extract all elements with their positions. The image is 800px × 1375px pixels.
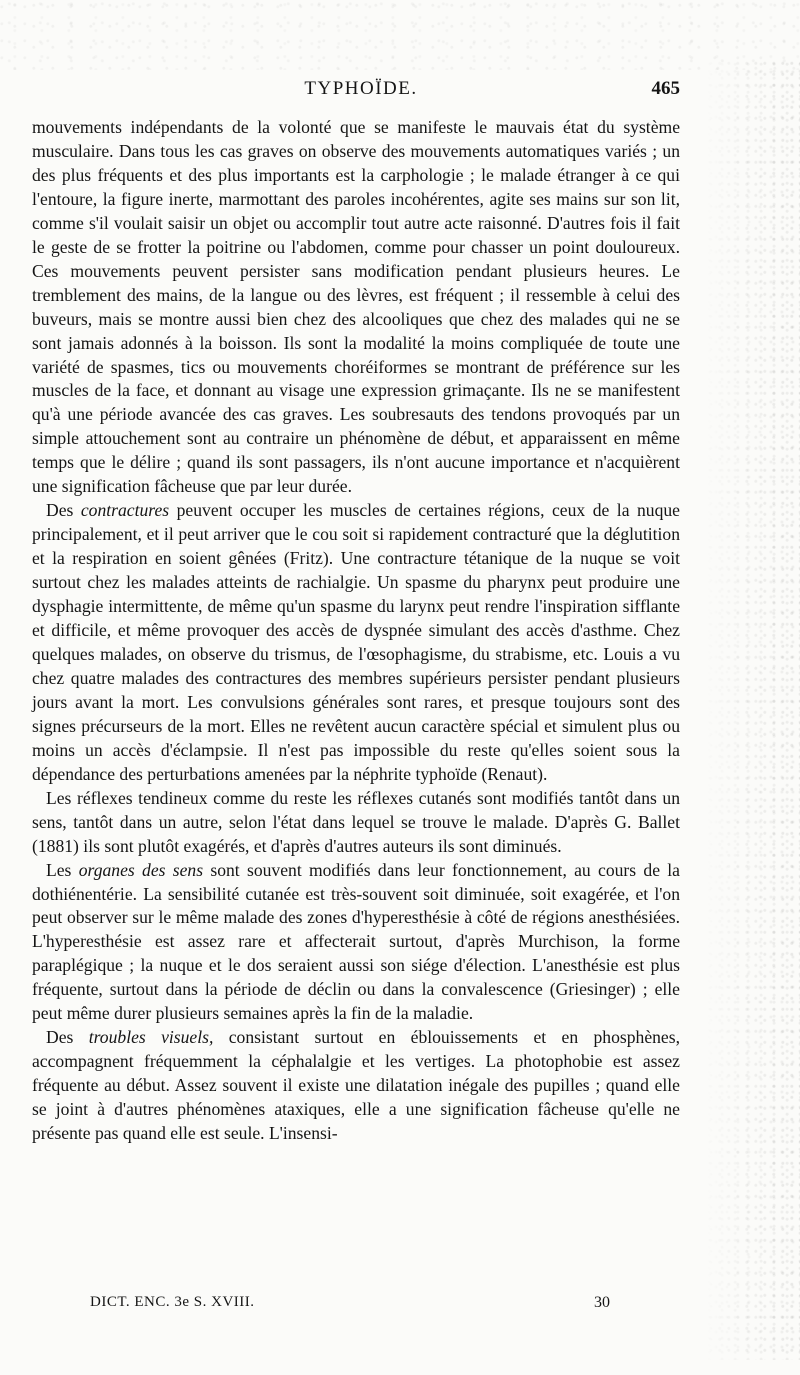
text-run: sont souvent modifiés dans leur fonctionnement, au cours de la dothiénentérie. La sensibilité cutanée est très-souvent soit diminuée, soit exagérée, et l'on peut observer sur le même malade des zones d'hyperesthésie à côté de régions anesthésiées. L'hyperesthésie est assez rare et affecterait surtout, d'après Murchison, la forme paraplégique ; la nuque et le dos seraient aussi son siége d'élection. L'anesthésie est plus fréquente, surtout dans la période de déclin ou dans la convalescence (Griesinger) ; elle peut même durer plusieurs semaines après la fin de la maladie. (32, 859, 680, 1024)
text-run: Les (46, 859, 79, 880)
paragraph (32, 1026, 680, 1146)
running-title: TYPHOÏDE. (304, 78, 418, 99)
text-run: Des (46, 500, 81, 521)
italic-term: troubles visuels, (88, 1027, 214, 1048)
italic-term: contractures (80, 500, 170, 521)
paragraph (32, 116, 680, 499)
page-header (32, 78, 680, 106)
scan-edge-top (0, 0, 800, 70)
paragraph (32, 859, 680, 1027)
italic-term: organes des sens (78, 859, 204, 880)
text-run: Les réflexes tendineux comme du reste les réflexes cutanés sont modifiés tantôt dans un sens, tantôt dans un autre, selon l'état dans lequel se trouve le malade. D'après G. Ballet (1881) ils sont plutôt exagérés, et d'après d'autres auteurs ils sont diminués. (32, 787, 680, 856)
paragraph (32, 787, 680, 859)
paragraph (32, 499, 680, 786)
text-run: Des (46, 1027, 89, 1048)
footer-signature: DICT. ENC. 3e S. XVIII. (90, 1294, 255, 1310)
footer-sheet-number: 30 (594, 1294, 610, 1311)
text-run: consistant surtout en éblouissements et en phosphènes, accompagnent fréquemment la céphalalgie et les vertiges. La photophobie est assez fréquente au début. Assez souvent il existe une dilatation inégale des pupilles ; quand elle se joint à d'autres phénomènes ataxiques, elle a une signification fâcheuse qu'elle ne présente pas quand elle est seule. L'insensi- (32, 1027, 680, 1144)
body-text (32, 116, 680, 1146)
page-footer (90, 1294, 610, 1318)
text-run: peuvent occuper les muscles de certaines régions, ceux de la nuque principalement, et il peut arriver que le cou soit si rapidement contracturé que la déglutition et la respiration en soient gênées (Fritz). Une contracture tétanique de la nuque se voit surtout chez les malades atteints de rachialgie. Un spasme du pharynx peut produire une dysphagie intermittente, de même qu'un spasme du larynx peut rendre l'inspiration sifflante et difficile, et même provoquer des accès de dyspnée simulant des accès d'asthme. Chez quelques malades, on observe du trismus, de l'œsophagisme, du strabisme, etc. Louis a vu chez quatre malades des contractures des membres supérieurs persister pendant plusieurs jours avant la mort. Les convulsions générales sont rares, et presque toujours sont des signes précurseurs de la mort. Elles ne revêtent aucun caractère spécial et simulent plus ou moins un accès d'éclampsie. Il n'est pas impossible du reste qu'elles soient sous la dépendance des perturbations amenées par la néphrite typhoïde (Renaut). (32, 500, 680, 784)
page-number: 465 (651, 78, 680, 99)
scan-edge-right (700, 60, 800, 1360)
text-run: mouvements indépendants de la volonté que se manifeste le mauvais état du système musculaire. Dans tous les cas graves on observe des mouvements automatiques variés ; un des plus fréquents et des plus importants est la carphologie ; le malade étranger à ce qui l'entoure, la figure inerte, marmottant des paroles incohérentes, agite ses mains sur son lit, comme s'il voulait saisir un objet ou accomplir tout autre acte raisonné. D'autres fois il fait le geste de se frotter la poitrine ou l'abdomen, comme pour chasser un point douloureux. Ces mouvements peuvent persister sans modification pendant plusieurs heures. Le tremblement des mains, de la langue ou des lèvres, est fréquent ; il ressemble à celui des buveurs, mais se montre aussi bien chez des alcooliques que chez des malades qui ne se sont jamais adonnés à la boisson. Ils sont la modalité la moins compliquée de toute une variété de spasmes, tics ou mouvements choréiformes se montrant de préférence sur les muscles de la face, et donnant au visage une expression grimaçante. Ils ne se manifestent qu'à une période avancée des cas graves. Les soubresauts des tendons provoqués par un simple attouchement sont au contraire un phénomène de début, et apparaissent en même temps que le délire ; quand ils sont passagers, ils n'ont aucune importance et n'acquièrent une signification fâcheuse que par leur durée. (32, 117, 680, 497)
